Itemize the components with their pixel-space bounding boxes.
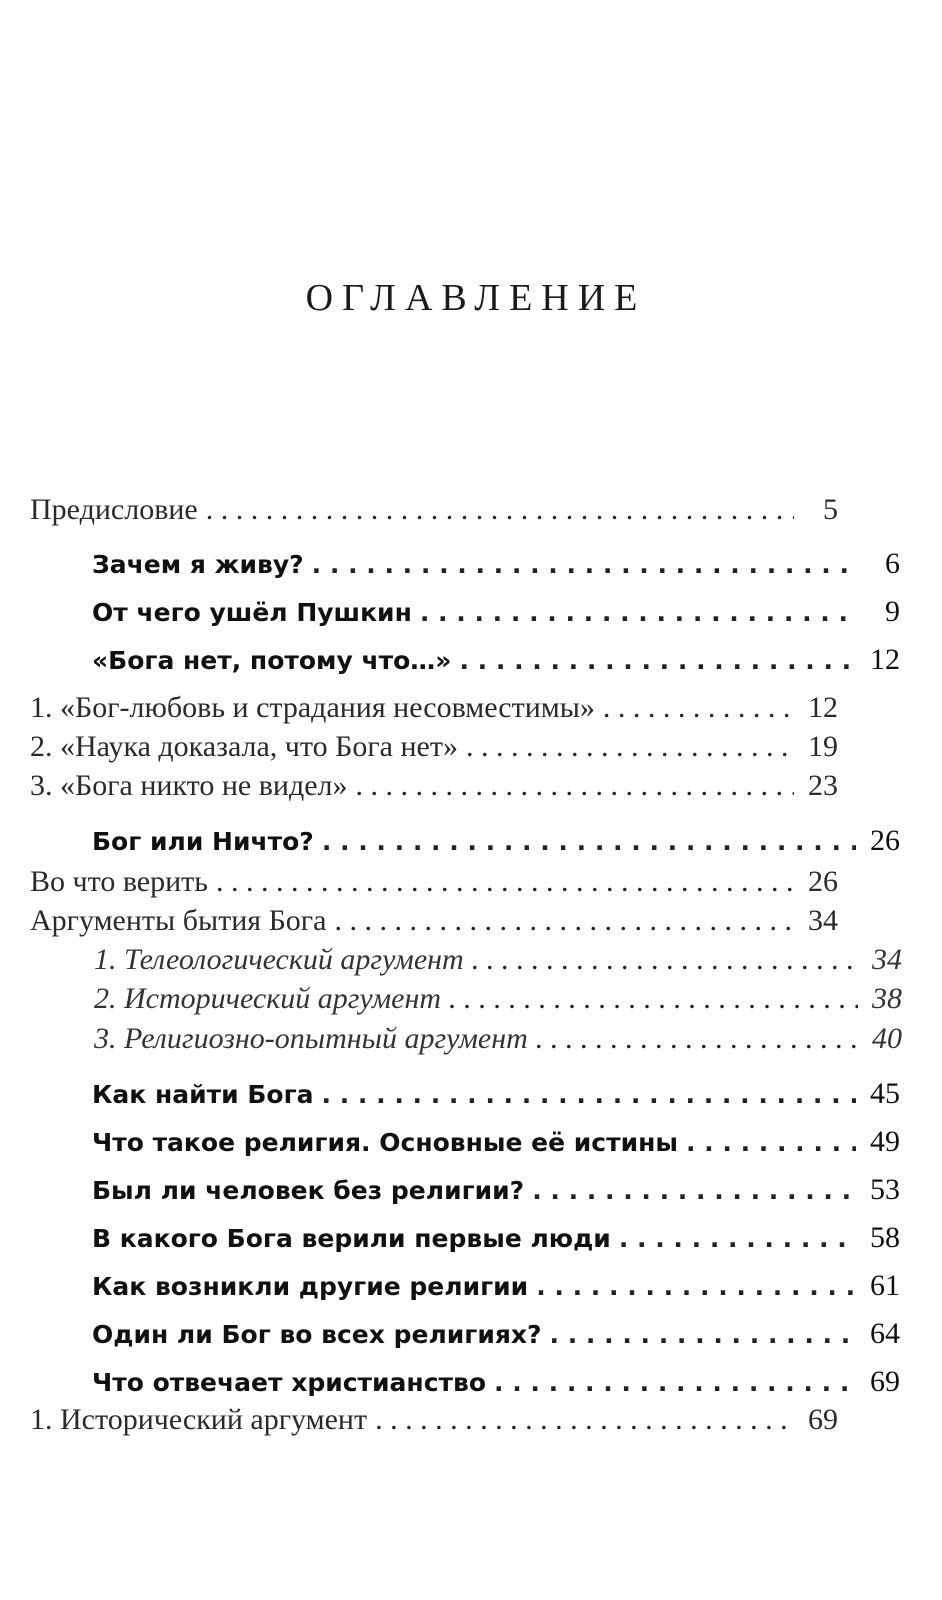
dot-leader xyxy=(494,1365,856,1401)
toc-entry-label: Как возникли другие религии xyxy=(92,1272,529,1301)
toc-entry-chapter xyxy=(30,1220,900,1257)
toc-entry-chapter xyxy=(30,1172,900,1209)
toc-entry-page: 26 xyxy=(808,865,838,898)
toc-entry-page: 23 xyxy=(808,769,838,802)
toc-entry-label: 2. Исторический аргумент xyxy=(94,982,442,1015)
toc-entry-section xyxy=(30,864,838,900)
toc-entry-preface xyxy=(30,492,838,528)
toc-entry-label: 2. «Наука доказала, что Бога нет» xyxy=(30,730,458,763)
dot-leader xyxy=(312,547,856,583)
toc-entry-chapter xyxy=(30,823,900,860)
toc-entry-chapter xyxy=(30,546,900,583)
toc-entry-page: 12 xyxy=(870,643,900,676)
toc-entry-subsection xyxy=(30,942,902,978)
toc-entry-page: 12 xyxy=(808,691,838,724)
toc-entry-subsection xyxy=(30,1021,902,1057)
toc-entry-section xyxy=(30,729,838,765)
toc-entry-chapter xyxy=(30,1316,900,1353)
toc-entry-label: Аргументы бытия Бога xyxy=(30,904,327,937)
toc-entry-label: Что такое религия. Основные её истины xyxy=(92,1128,678,1157)
dot-leader xyxy=(375,1402,794,1438)
toc-entry-label: 3. «Бога никто не видел» xyxy=(30,769,348,802)
toc-entry-label: 3. Религиозно-опытный аргумент xyxy=(94,1022,528,1055)
toc-entry-label: От чего ушёл Пушкин xyxy=(92,598,412,627)
toc-entry-subsection xyxy=(30,981,902,1017)
dot-leader xyxy=(550,1317,856,1353)
dot-leader xyxy=(216,864,794,900)
dot-leader xyxy=(334,903,794,939)
toc-entry-label: 1. Телеологический аргумент xyxy=(94,943,464,976)
toc-entry-page: 5 xyxy=(823,493,838,526)
toc-entry-chapter xyxy=(30,1364,900,1401)
toc-entry-label: «Бога нет, потому что…» xyxy=(92,646,452,675)
dot-leader xyxy=(536,1021,858,1057)
toc-entry-label: Предисловие xyxy=(30,493,198,526)
dot-leader xyxy=(686,1125,856,1161)
dot-leader xyxy=(449,981,858,1017)
toc-entry-chapter xyxy=(30,1076,900,1113)
toc-entry-section xyxy=(30,1402,838,1438)
dot-leader xyxy=(532,1173,856,1209)
toc-entry-chapter xyxy=(30,594,900,631)
toc-entry-page: 45 xyxy=(870,1077,900,1110)
dot-leader xyxy=(459,643,856,679)
toc-entry-label: Как найти Бога xyxy=(92,1080,314,1109)
toc-entry-chapter xyxy=(30,1268,900,1305)
toc-entry-section xyxy=(30,903,838,939)
toc-entry-page: 38 xyxy=(872,982,902,1015)
dot-leader xyxy=(322,824,856,860)
toc-entry-label: Был ли человек без религии? xyxy=(92,1176,525,1205)
toc-entry-page: 69 xyxy=(808,1403,838,1436)
dot-leader xyxy=(536,1269,856,1305)
toc-entry-section xyxy=(30,690,838,726)
dot-leader xyxy=(472,942,858,978)
toc-entry-label: 1. Исторический аргумент xyxy=(30,1403,368,1436)
toc-entry-page: 9 xyxy=(885,595,900,628)
toc-entry-chapter xyxy=(30,642,900,679)
dot-leader xyxy=(603,690,794,726)
toc-entry-label: Бог или Ничто? xyxy=(92,827,314,856)
toc-entry-section xyxy=(30,768,838,804)
dot-leader xyxy=(619,1221,856,1257)
page-title: ОГЛАВЛЕНИЕ xyxy=(305,277,647,319)
toc-entry-label: Во что верить xyxy=(30,865,208,898)
toc-entry-page: 64 xyxy=(870,1317,900,1350)
toc-entry-label: Что отвечает христианство xyxy=(92,1368,487,1397)
toc-entry-page: 58 xyxy=(870,1221,900,1254)
dot-leader xyxy=(466,729,794,765)
toc-entry-page: 34 xyxy=(872,943,902,976)
toc-entry-chapter xyxy=(30,1124,900,1161)
toc-entry-label: Зачем я живу? xyxy=(92,550,304,579)
dot-leader xyxy=(322,1077,856,1113)
toc-entry-page: 49 xyxy=(870,1125,900,1158)
toc-entry-page: 61 xyxy=(870,1269,900,1302)
toc-entry-page: 53 xyxy=(870,1173,900,1206)
toc-entry-page: 69 xyxy=(870,1365,900,1398)
toc-entry-page: 26 xyxy=(870,824,900,857)
toc-entry-label: Один ли Бог во всех религиях? xyxy=(92,1320,542,1349)
toc-entry-page: 19 xyxy=(808,730,838,763)
toc-entry-page: 34 xyxy=(808,904,838,937)
dot-leader xyxy=(356,768,795,804)
toc-entry-page: 6 xyxy=(885,547,900,580)
dot-leader xyxy=(420,595,856,631)
toc-entry-label: В какого Бога верили первые люди xyxy=(92,1224,611,1253)
dot-leader xyxy=(206,492,794,528)
toc-entry-page: 40 xyxy=(872,1022,902,1055)
toc-entry-label: 1. «Бог-любовь и страдания несовместимы» xyxy=(30,691,595,724)
